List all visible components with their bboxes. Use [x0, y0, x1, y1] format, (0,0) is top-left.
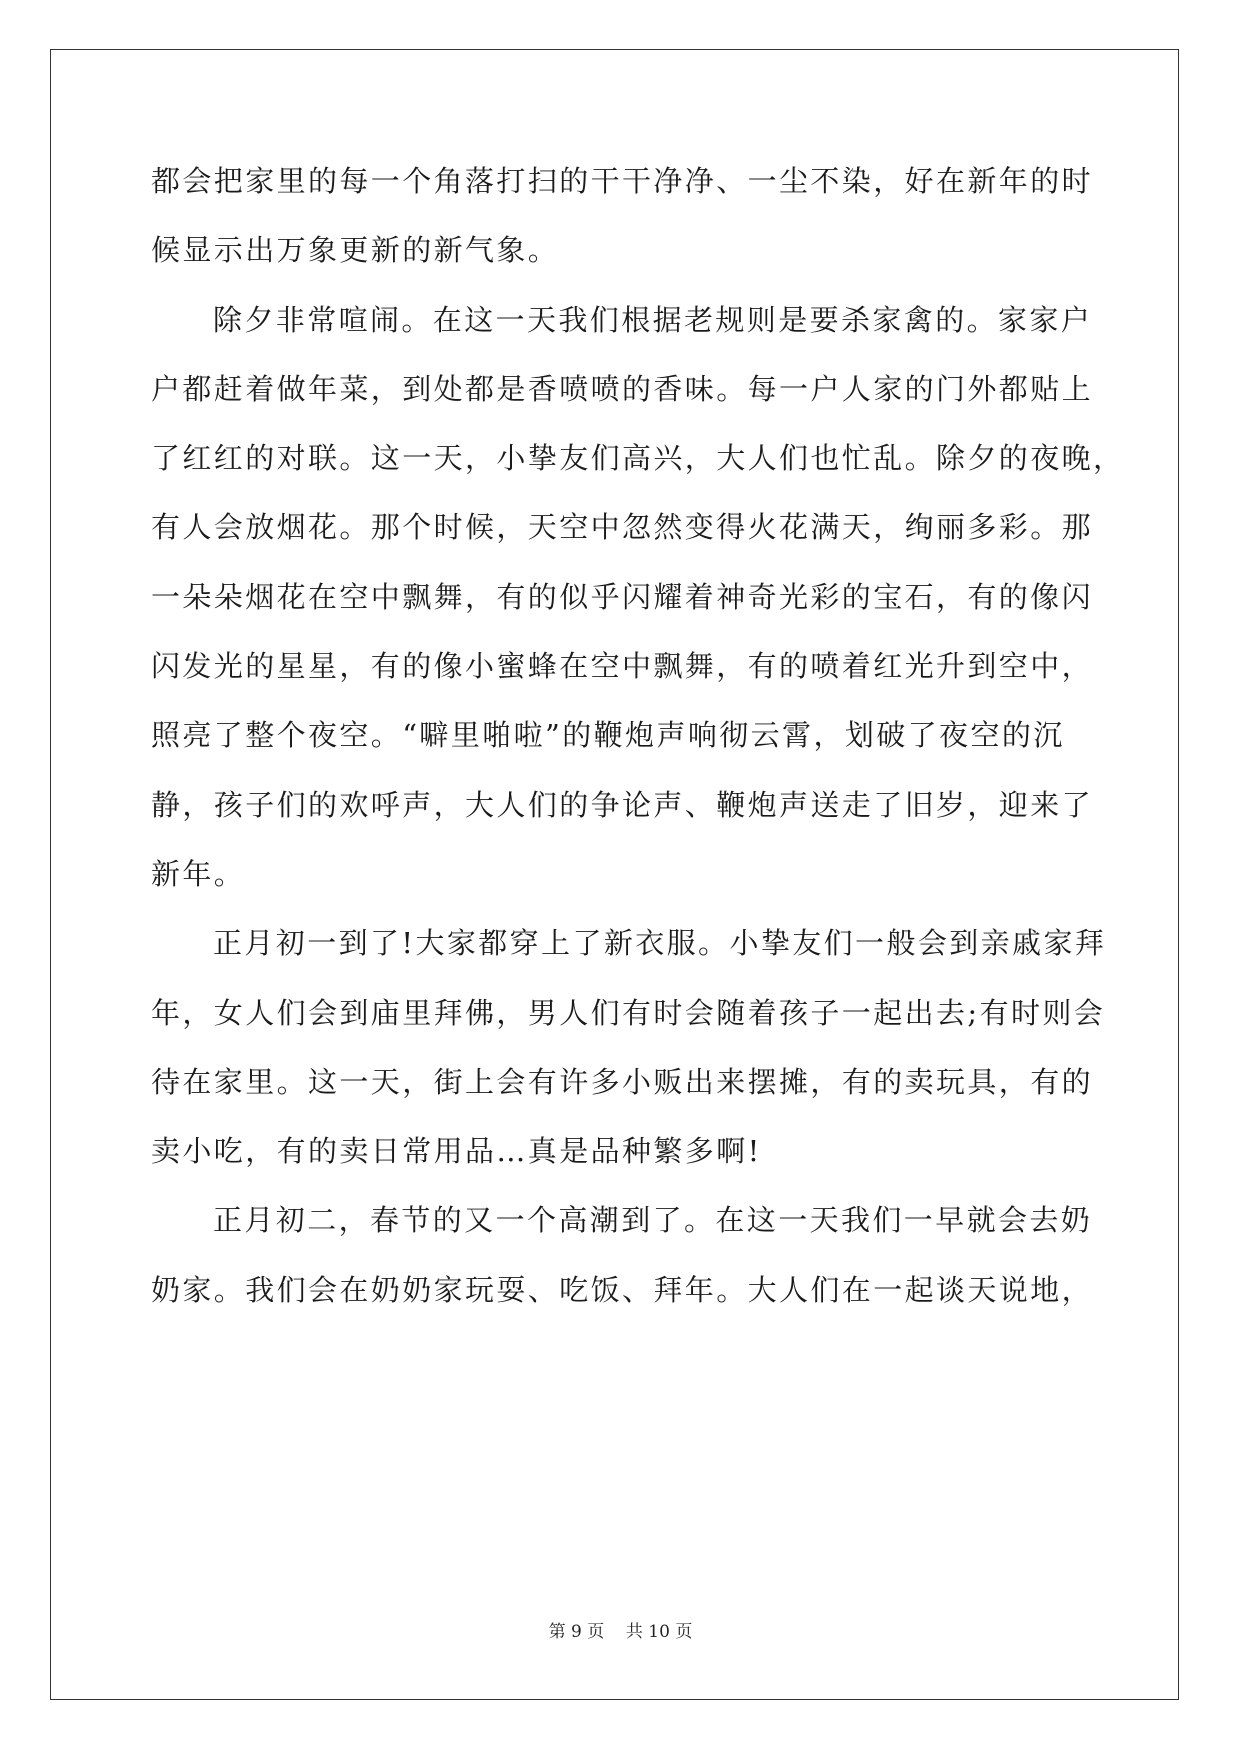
text-line: 户都赶着做年菜，到处都是香喷喷的香味。每一户人家的门外都贴上	[151, 371, 1094, 406]
text-line: 卖小吃，有的卖日常用品…真是品种繁多啊!	[151, 1134, 762, 1169]
text-line: 一朵朵烟花在空中飘舞，有的似乎闪耀着神奇光彩的宝石，有的像闪	[151, 579, 1094, 614]
paragraph-start-line: 除夕非常喧闹。在这一天我们根据老规则是要杀家禽的。家家户	[213, 302, 1093, 337]
document-body	[151, 164, 1125, 1344]
text-line: 都会把家里的每一个角落打扫的干干净净、一尘不染，好在新年的时	[151, 164, 1094, 198]
text-line: 闪发光的星星，有的像小蜜蜂在空中飘舞，有的喷着红光升到空中，	[151, 649, 1094, 684]
text-line: 新年。	[151, 856, 246, 891]
text-line: 奶家。我们会在奶奶家玩耍、吃饭、拜年。大人们在一起谈天说地，	[151, 1272, 1094, 1307]
paragraph-start-line: 正月初二，春节的又一个高潮到了。在这一天我们一早就会去奶	[213, 1203, 1093, 1238]
text-line: 了红红的对联。这一天，小挚友们高兴，大人们也忙乱。除夕的夜晚，	[151, 441, 1125, 476]
text-line: 候显示出万象更新的新气象。	[151, 233, 560, 268]
text-line: 照亮了整个夜空。“噼里啪啦”的鞭炮声响彻云霄，划破了夜空的沉	[151, 718, 1065, 753]
text-line: 年，女人们会到庙里拜佛，男人们有时会随着孩子一起出去;有时则会	[151, 995, 1106, 1030]
text-line: 有人会放烟花。那个时候，天空中忽然变得火花满天，绚丽多彩。那	[151, 510, 1094, 545]
paragraph-start-line: 正月初一到了!大家都穿上了新衣服。小挚友们一般会到亲戚家拜	[213, 926, 1107, 961]
page-number-footer: 第 9 页 共 10 页	[548, 1622, 693, 1642]
text-line: 待在家里。这一天，街上会有许多小贩出来摆摊，有的卖玩具，有的	[151, 1064, 1094, 1099]
text-line: 静，孩子们的欢呼声，大人们的争论声、鞭炮声送走了旧岁，迎来了	[151, 787, 1094, 822]
